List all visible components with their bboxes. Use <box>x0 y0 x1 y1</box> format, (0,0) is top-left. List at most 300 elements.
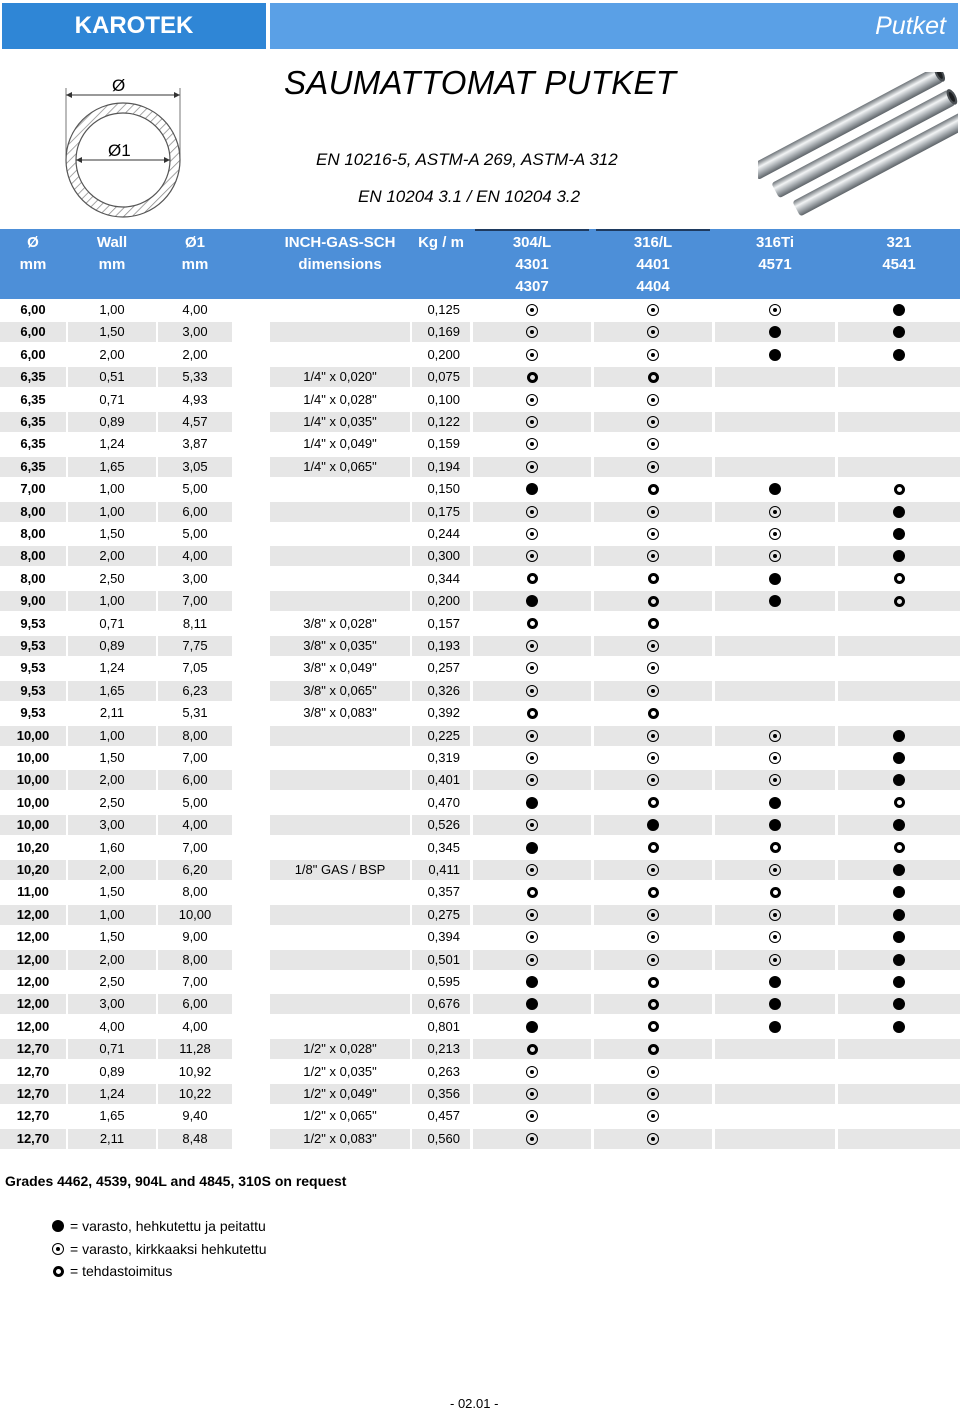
dot-circle-icon <box>526 752 538 764</box>
dot-circle-icon <box>52 1243 64 1255</box>
cell-id: 3,00 <box>158 322 232 342</box>
cell-od: 6,00 <box>20 302 46 317</box>
cell-od: 10,20 <box>16 839 50 855</box>
cell-inch: 3/8" x 0,028" <box>303 615 377 631</box>
cell-id: 5,33 <box>158 367 232 387</box>
cell-kgm: 0,100 <box>427 391 460 407</box>
dot-circle-icon <box>526 349 538 361</box>
ring-circle-icon <box>648 887 659 898</box>
cell-g304 <box>473 1129 591 1149</box>
header-rule <box>596 229 710 231</box>
cell-g316ti <box>715 614 835 634</box>
cell-kgm: 0,257 <box>427 660 460 676</box>
cell-g321 <box>838 345 960 365</box>
dot-circle-icon <box>526 662 538 674</box>
dot-circle-icon <box>647 461 659 473</box>
filled-circle-icon <box>769 797 781 809</box>
cell-g316 <box>594 322 712 342</box>
cell-g316 <box>594 681 712 701</box>
cell-g321 <box>838 1129 960 1149</box>
cell-id: 4,00 <box>182 1018 208 1034</box>
cell-g316ti <box>715 479 835 499</box>
dot-circle-icon <box>647 752 659 764</box>
cell-id: 7,00 <box>182 974 208 989</box>
dot-circle-icon <box>526 461 538 473</box>
cell-kgm: 0,225 <box>412 726 470 746</box>
cell-g316 <box>594 390 712 410</box>
cell-g321 <box>838 703 960 723</box>
column-header-kgm-0: Kg / m <box>418 234 464 251</box>
cell-g321 <box>838 457 960 477</box>
cell-g321 <box>838 434 960 454</box>
column-header-inch-1: dimensions <box>298 256 382 273</box>
cell-g316ti <box>715 860 835 880</box>
dot-circle-icon <box>647 662 659 674</box>
cell-g321 <box>838 322 960 342</box>
ring-circle-icon <box>527 618 538 629</box>
cell-od: 12,00 <box>0 950 66 970</box>
cell-g316 <box>594 927 712 947</box>
table-row <box>0 1084 960 1104</box>
cell-od: 6,00 <box>0 322 66 342</box>
cell-g304 <box>473 591 591 611</box>
cell-inch <box>270 972 410 992</box>
table-row <box>0 726 960 746</box>
column-header-od-0: Ø <box>27 234 39 251</box>
cell-inch: 1/2" x 0,028" <box>270 1039 410 1059</box>
cell-od: 6,35 <box>0 412 66 432</box>
cell-g321 <box>838 815 960 835</box>
cell-od: 12,70 <box>0 1084 66 1104</box>
outer-diameter-label: Ø <box>112 78 126 95</box>
cell-g304 <box>473 770 591 790</box>
cell-inch <box>270 950 410 970</box>
dot-circle-icon <box>647 1133 659 1145</box>
dot-circle-icon <box>526 416 538 428</box>
ring-circle-icon <box>894 596 905 607</box>
ring-circle-icon <box>648 596 659 607</box>
filled-circle-icon <box>893 506 905 518</box>
dot-circle-icon <box>769 931 781 943</box>
table-row <box>0 815 960 835</box>
filled-circle-icon <box>526 483 538 495</box>
cell-g304 <box>473 994 591 1014</box>
cell-inch: 1/8" GAS / BSP <box>270 860 410 880</box>
cell-kgm: 0,676 <box>412 994 470 1014</box>
ring-circle-icon <box>527 573 538 584</box>
cell-wall: 0,71 <box>99 615 125 631</box>
cell-od: 10,00 <box>0 815 66 835</box>
cell-g316ti <box>715 300 835 320</box>
cell-g304 <box>473 905 591 925</box>
filled-circle-icon <box>769 998 781 1010</box>
legend-label: = tehdastoimitus <box>70 1263 173 1279</box>
cell-id: 5,31 <box>182 705 208 721</box>
cell-g321 <box>838 927 960 947</box>
ring-circle-icon <box>648 708 659 719</box>
filled-circle-icon <box>893 774 905 786</box>
cell-g316ti <box>715 1084 835 1104</box>
dot-circle-icon <box>526 528 538 540</box>
cell-g316ti <box>715 457 835 477</box>
ring-circle-icon <box>648 484 659 495</box>
cell-wall: 2,00 <box>68 950 156 970</box>
table-row <box>0 591 960 611</box>
table-row <box>0 614 960 634</box>
cell-g321 <box>838 367 960 387</box>
table-row <box>0 1017 960 1037</box>
cell-inch <box>270 838 410 858</box>
cell-kgm: 0,560 <box>412 1129 470 1149</box>
cell-kgm: 0,169 <box>412 322 470 342</box>
cell-od: 12,00 <box>16 974 50 989</box>
cell-wall: 1,00 <box>68 591 156 611</box>
cell-g316 <box>594 1084 712 1104</box>
cell-g316ti <box>715 367 835 387</box>
table-row <box>0 770 960 790</box>
column-header-g321-0: 321 <box>886 234 912 251</box>
cell-inch <box>270 815 410 835</box>
cell-id: 7,05 <box>182 660 208 676</box>
cell-od: 6,35 <box>0 367 66 387</box>
cell-inch <box>270 882 410 902</box>
column-header-g304-0: 304/L <box>512 234 552 251</box>
column-header-inch-0: INCH-GAS-SCH <box>284 234 396 251</box>
cell-kgm: 0,263 <box>427 1063 460 1079</box>
cell-inch: 1/2" x 0,083" <box>270 1129 410 1149</box>
dot-circle-icon <box>647 954 659 966</box>
table-row <box>0 1062 960 1082</box>
cell-g316 <box>594 1106 712 1126</box>
cell-g304 <box>473 726 591 746</box>
cell-g321 <box>838 994 960 1014</box>
cell-g316 <box>594 905 712 925</box>
legend-item <box>50 1218 266 1234</box>
filled-circle-icon <box>893 1021 905 1033</box>
cell-od: 10,20 <box>0 860 66 880</box>
column-header-g321-1: 4541 <box>882 256 916 273</box>
cell-g321 <box>838 1017 960 1037</box>
table-row <box>0 658 960 678</box>
page-title: SAUMATTOMAT PUTKET <box>284 64 677 101</box>
cell-g316ti <box>715 770 835 790</box>
dot-circle-icon <box>769 550 781 562</box>
cell-g321 <box>838 390 960 410</box>
cell-od: 12,00 <box>0 994 66 1014</box>
cell-g316 <box>594 569 712 589</box>
table-row <box>0 569 960 589</box>
cell-inch <box>270 905 410 925</box>
cell-kgm: 0,526 <box>412 815 470 835</box>
cell-g316ti <box>715 502 835 522</box>
filled-circle-icon <box>893 752 905 764</box>
cell-g321 <box>838 524 960 544</box>
cell-id: 7,00 <box>182 750 208 765</box>
cell-od: 9,53 <box>20 660 46 676</box>
cell-g316ti <box>715 658 835 678</box>
cell-g316ti <box>715 994 835 1014</box>
cell-kgm: 0,193 <box>412 636 470 656</box>
cell-wall: 1,50 <box>99 884 125 900</box>
cell-wall: 2,00 <box>99 346 125 362</box>
table-row <box>0 882 960 902</box>
cell-g316 <box>594 950 712 970</box>
cell-g304 <box>473 636 591 656</box>
cell-kgm: 0,175 <box>412 502 470 522</box>
cell-g316ti <box>715 1062 835 1082</box>
cell-inch <box>270 300 410 320</box>
cell-wall: 1,00 <box>68 905 156 925</box>
cell-g316ti <box>715 636 835 656</box>
cell-g316 <box>594 479 712 499</box>
filled-circle-icon <box>893 976 905 988</box>
cell-g316 <box>594 748 712 768</box>
filled-circle-icon <box>893 998 905 1010</box>
dot-circle-icon <box>526 1066 538 1078</box>
dot-circle-icon <box>647 1110 659 1122</box>
cell-g321 <box>838 479 960 499</box>
cell-g304 <box>473 815 591 835</box>
cell-g316ti <box>715 546 835 566</box>
dot-circle-icon <box>526 1133 538 1145</box>
dot-circle-icon <box>526 685 538 697</box>
cell-id: 10,00 <box>158 905 232 925</box>
dot-circle-icon <box>769 954 781 966</box>
cell-od: 9,53 <box>20 705 46 721</box>
filled-circle-icon <box>769 326 781 338</box>
ring-circle-icon <box>894 573 905 584</box>
cell-wall: 0,89 <box>68 636 156 656</box>
cell-wall: 1,60 <box>99 839 125 855</box>
cell-inch: 1/4" x 0,049" <box>303 436 377 452</box>
cell-g316 <box>594 726 712 746</box>
dot-circle-icon <box>769 864 781 876</box>
cell-g321 <box>838 636 960 656</box>
cell-g304 <box>473 1039 591 1059</box>
cell-id: 6,20 <box>158 860 232 880</box>
cell-wall: 1,50 <box>99 929 125 945</box>
cell-od: 10,00 <box>0 770 66 790</box>
ring-circle-icon <box>770 842 781 853</box>
column-header-wall-0: Wall <box>96 234 128 251</box>
cell-inch <box>270 479 410 499</box>
table-row <box>0 479 960 499</box>
cell-id: 5,00 <box>182 526 208 541</box>
cell-kgm: 0,122 <box>412 412 470 432</box>
cell-g304 <box>473 457 591 477</box>
cell-od: 12,00 <box>16 1018 50 1034</box>
cell-g316 <box>594 658 712 678</box>
cell-od: 8,00 <box>20 526 46 541</box>
cell-od: 6,35 <box>0 457 66 477</box>
cell-kgm: 0,200 <box>412 591 470 611</box>
filled-circle-icon <box>893 864 905 876</box>
table-row <box>0 434 960 454</box>
cell-kgm: 0,392 <box>427 705 460 721</box>
cell-g316 <box>594 457 712 477</box>
column-header-wall-1: mm <box>98 256 126 273</box>
cell-inch: 3/8" x 0,083" <box>303 705 377 721</box>
cell-od: 9,53 <box>0 681 66 701</box>
cell-g316 <box>594 546 712 566</box>
dot-circle-icon <box>526 774 538 786</box>
dot-circle-icon <box>647 394 659 406</box>
legend-label: = varasto, kirkkaaksi hehkutettu <box>70 1240 267 1257</box>
column-header-od-1: mm <box>19 256 47 273</box>
cell-g316ti <box>715 390 835 410</box>
cell-id: 2,00 <box>182 346 208 362</box>
cell-od: 9,53 <box>0 636 66 656</box>
cell-g321 <box>838 860 960 880</box>
cell-od: 6,00 <box>20 346 46 362</box>
ring-circle-icon <box>53 1266 64 1277</box>
cell-kgm: 0,457 <box>427 1108 460 1124</box>
dot-circle-icon <box>769 774 781 786</box>
cell-g321 <box>838 591 960 611</box>
cell-id: 3,87 <box>182 436 208 452</box>
ring-circle-icon <box>648 618 659 629</box>
cell-id: 10,22 <box>158 1084 232 1104</box>
cell-od: 12,70 <box>16 1108 50 1124</box>
table-row <box>0 322 960 342</box>
dot-circle-icon <box>526 909 538 921</box>
legend-item <box>50 1241 267 1257</box>
cell-inch: 1/4" x 0,035" <box>270 412 410 432</box>
legend-item <box>50 1263 172 1279</box>
cell-od: 6,35 <box>20 391 46 407</box>
standards-line-2: EN 10204 3.1 / EN 10204 3.2 <box>358 187 581 206</box>
cell-g321 <box>838 726 960 746</box>
filled-circle-icon <box>893 304 905 316</box>
cell-g316 <box>594 793 712 813</box>
dot-circle-icon <box>647 349 659 361</box>
cell-g316 <box>594 703 712 723</box>
cell-g316ti <box>715 927 835 947</box>
cell-kgm: 0,319 <box>427 750 460 765</box>
cell-id: 8,00 <box>158 726 232 746</box>
dot-circle-icon <box>647 550 659 562</box>
cell-g321 <box>838 569 960 589</box>
column-header-g316-2: 4404 <box>636 278 670 295</box>
cell-g321 <box>838 770 960 790</box>
dot-circle-icon <box>647 931 659 943</box>
cell-g321 <box>838 614 960 634</box>
cell-wall: 1,00 <box>99 481 125 497</box>
table-row <box>0 300 960 320</box>
cell-wall: 2,00 <box>68 546 156 566</box>
dot-circle-icon <box>647 864 659 876</box>
cell-kgm: 0,595 <box>427 974 460 989</box>
table-row <box>0 748 960 768</box>
cell-g321 <box>838 882 960 902</box>
cell-g304 <box>473 658 591 678</box>
cell-g304 <box>473 479 591 499</box>
cell-inch <box>270 322 410 342</box>
cell-id: 6,23 <box>158 681 232 701</box>
cell-g316ti <box>715 524 835 544</box>
cell-g316ti <box>715 345 835 365</box>
cell-g321 <box>838 1062 960 1082</box>
dot-circle-icon <box>526 931 538 943</box>
cell-g316ti <box>715 748 835 768</box>
cell-g316ti <box>715 681 835 701</box>
cell-id: 8,00 <box>182 884 208 900</box>
cell-id: 8,48 <box>158 1129 232 1149</box>
table-row <box>0 367 960 387</box>
cell-wall: 1,50 <box>99 526 125 541</box>
cell-od: 10,00 <box>0 726 66 746</box>
column-header-id-0: Ø1 <box>184 234 205 251</box>
cell-id: 7,00 <box>158 591 232 611</box>
filled-circle-icon <box>893 730 905 742</box>
dot-circle-icon <box>526 326 538 338</box>
cell-g321 <box>838 300 960 320</box>
cell-g316ti <box>715 972 835 992</box>
cell-g316ti <box>715 569 835 589</box>
cell-kgm: 0,244 <box>427 526 460 541</box>
dot-circle-icon <box>526 304 538 316</box>
cell-g304 <box>473 502 591 522</box>
ring-circle-icon <box>894 842 905 853</box>
filled-circle-icon <box>893 954 905 966</box>
cell-kgm: 0,801 <box>427 1018 460 1034</box>
cell-wall: 2,11 <box>68 1129 156 1149</box>
filled-circle-icon <box>52 1220 64 1232</box>
cell-od: 8,00 <box>20 570 46 586</box>
cell-id: 8,00 <box>158 950 232 970</box>
cell-od: 6,35 <box>20 436 46 452</box>
cell-g316ti <box>715 434 835 454</box>
cell-wall: 3,00 <box>68 815 156 835</box>
ring-circle-icon <box>770 887 781 898</box>
cell-g304 <box>473 434 591 454</box>
cell-od: 12,70 <box>0 1129 66 1149</box>
cell-g316ti <box>715 1129 835 1149</box>
filled-circle-icon <box>769 976 781 988</box>
ring-circle-icon <box>648 842 659 853</box>
dot-circle-icon <box>647 774 659 786</box>
table-row <box>0 972 960 992</box>
cell-kgm: 0,357 <box>427 884 460 900</box>
table-row <box>0 681 960 701</box>
dot-circle-icon <box>647 506 659 518</box>
table-row <box>0 502 960 522</box>
table-row <box>0 1129 960 1149</box>
cell-g304 <box>473 950 591 970</box>
cell-inch <box>270 770 410 790</box>
cell-inch: 1/2" x 0,035" <box>303 1063 377 1079</box>
dot-circle-icon <box>647 1066 659 1078</box>
ring-circle-icon <box>648 977 659 988</box>
cell-kgm: 0,394 <box>427 929 460 945</box>
dot-circle-icon <box>769 909 781 921</box>
cell-kgm: 0,150 <box>427 481 460 497</box>
cell-inch: 1/2" x 0,049" <box>270 1084 410 1104</box>
ring-circle-icon <box>894 484 905 495</box>
cell-wall: 1,24 <box>68 1084 156 1104</box>
column-header-g316ti-1: 4571 <box>758 256 792 273</box>
cell-kgm: 0,157 <box>427 615 460 631</box>
filled-circle-icon <box>769 595 781 607</box>
cell-g316 <box>594 994 712 1014</box>
cell-g304 <box>473 524 591 544</box>
cell-g304 <box>473 546 591 566</box>
filled-circle-icon <box>526 998 538 1010</box>
filled-circle-icon <box>526 1021 538 1033</box>
cell-g316 <box>594 412 712 432</box>
cell-g321 <box>838 905 960 925</box>
cell-inch <box>270 591 410 611</box>
